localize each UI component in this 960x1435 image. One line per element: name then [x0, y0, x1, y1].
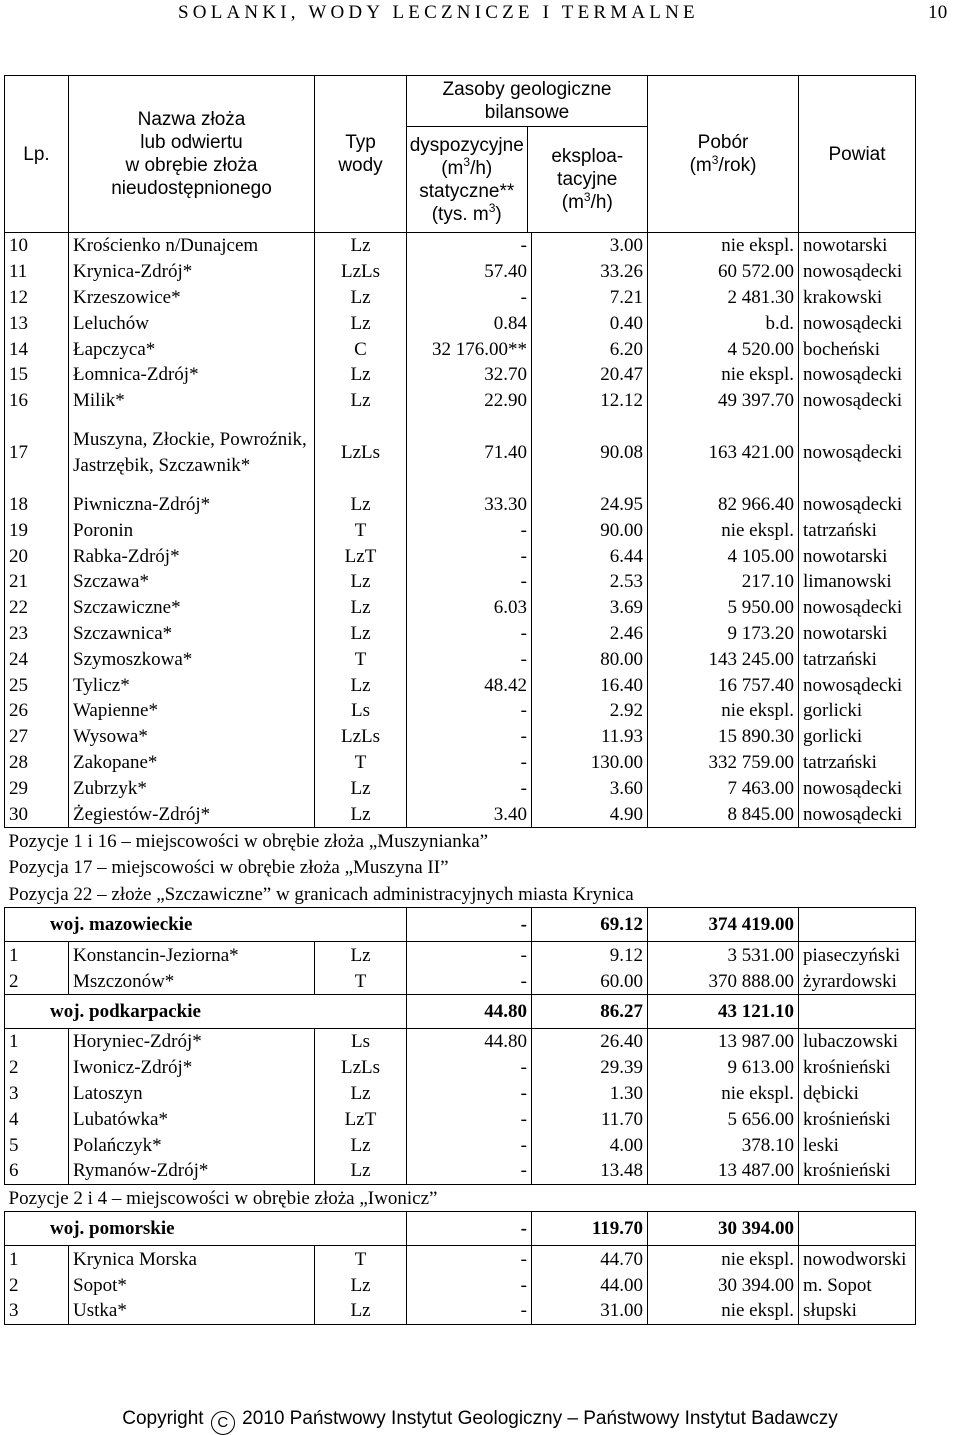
cell-powiat: nowosądecki: [799, 259, 916, 285]
cell-powiat: gorlicki: [799, 698, 916, 724]
cell-pobor: 2 481.30: [648, 285, 799, 311]
cell-type: T: [315, 1246, 407, 1272]
table-row: [5, 724, 916, 750]
table-row: [5, 233, 916, 259]
cell-eksploatacyjne: 20.47: [532, 362, 648, 388]
cell-name: Sopot*: [69, 1272, 315, 1298]
table-row: [5, 621, 916, 647]
cell-eksploatacyjne: 1.30: [532, 1081, 648, 1107]
cell-eksploatacyjne: 44.00: [532, 1272, 648, 1298]
cell-name: Zakopane*: [69, 750, 315, 776]
cell-eksploatacyjne: 4.90: [532, 801, 648, 827]
cell-dyspozycyjne: -: [407, 1272, 532, 1298]
voivodeship-name: woj. pomorskie: [5, 1212, 407, 1246]
cell-type: Lz: [315, 362, 407, 388]
copyright-icon: C: [211, 1411, 235, 1435]
table-row: [5, 310, 916, 336]
cell-dyspozycyjne: -: [407, 621, 532, 647]
cell-eksploatacyjne: 33.26: [532, 259, 648, 285]
voivodeship-powiat: [799, 1212, 916, 1246]
cell-powiat: nowosądecki: [799, 362, 916, 388]
cell-type: Lz: [315, 1298, 407, 1324]
cell-name: Tylicz*: [69, 672, 315, 698]
cell-lp: 2: [5, 1055, 69, 1081]
table-row: [5, 595, 916, 621]
cell-powiat: leski: [799, 1132, 916, 1158]
voivodeship-pobor: 374 419.00: [648, 908, 799, 942]
cell-lp: 13: [5, 310, 69, 336]
cell-powiat: gorlicki: [799, 724, 916, 750]
cell-type: LzLs: [315, 1055, 407, 1081]
cell-name: Zubrzyk*: [69, 775, 315, 801]
cell-name: Muszyna, Złockie, Powroźnik, Jastrzębik, Szczawnik*: [69, 414, 315, 492]
cell-dyspozycyjne: 57.40: [407, 259, 532, 285]
cell-name: Żegiestów-Zdrój*: [69, 801, 315, 827]
cell-lp: 24: [5, 646, 69, 672]
cell-lp: 21: [5, 569, 69, 595]
cell-eksploatacyjne: 11.93: [532, 724, 648, 750]
voivodeship-dyspozycyjne: 44.80: [407, 995, 532, 1029]
note-text: Pozycja 22 – złoże „Szczawiczne” w granicach administracyjnych miasta Krynica: [8, 883, 634, 905]
cell-eksploatacyjne: 7.21: [532, 285, 648, 311]
voivodeship-row: [5, 1212, 916, 1246]
cell-lp: 29: [5, 775, 69, 801]
table-row: [5, 414, 916, 492]
cell-powiat: dębicki: [799, 1081, 916, 1107]
cell-dyspozycyjne: -: [407, 1246, 532, 1272]
cell-type: LzT: [315, 543, 407, 569]
cell-dyspozycyjne: -: [407, 698, 532, 724]
voivodeship-eksploatacyjne: 86.27: [532, 995, 648, 1029]
copyright-footer: Copyright C 2010 Państwowy Instytut Geologiczny – Państwowy Instytut Badawczy: [0, 1408, 960, 1435]
cell-name: Szczawnica*: [69, 621, 315, 647]
note-row: [5, 881, 916, 908]
cell-pobor: nie ekspl.: [648, 233, 799, 259]
cell-dyspozycyjne: -: [407, 1132, 532, 1158]
cell-lp: 23: [5, 621, 69, 647]
cell-type: Lz: [315, 388, 407, 414]
cell-lp: 1: [5, 1246, 69, 1272]
cell-name: Krynica Morska: [69, 1246, 315, 1272]
cell-pobor: 3 531.00: [648, 942, 799, 968]
cell-pobor: 332 759.00: [648, 750, 799, 776]
voivodeship-pobor: 43 121.10: [648, 995, 799, 1029]
cell-pobor: 13 487.00: [648, 1158, 799, 1184]
cell-eksploatacyjne: 4.00: [532, 1132, 648, 1158]
cell-lp: 20: [5, 543, 69, 569]
cell-powiat: limanowski: [799, 569, 916, 595]
cell-pobor: 4 105.00: [648, 543, 799, 569]
table-row: [5, 672, 916, 698]
cell-lp: 25: [5, 672, 69, 698]
cell-dyspozycyjne: -: [407, 233, 532, 259]
cell-type: T: [315, 646, 407, 672]
cell-eksploatacyjne: 11.70: [532, 1106, 648, 1132]
cell-powiat: nowosądecki: [799, 595, 916, 621]
cell-name: Szczawiczne*: [69, 595, 315, 621]
cell-dyspozycyjne: -: [407, 543, 532, 569]
cell-name: Latoszyn: [69, 1081, 315, 1107]
page-title: SOLANKI, WODY LECZNICZE I TERMALNE: [178, 2, 699, 23]
cell-pobor: 16 757.40: [648, 672, 799, 698]
cell-type: Lz: [315, 1158, 407, 1184]
cell-pobor: nie ekspl.: [648, 517, 799, 543]
cell-type: Lz: [315, 233, 407, 259]
cell-pobor: nie ekspl.: [648, 1246, 799, 1272]
page-header: [0, 0, 960, 28]
cell-name: Krzeszowice*: [69, 285, 315, 311]
voivodeship-eksploatacyjne: 119.70: [532, 1212, 648, 1246]
table-row: [5, 1246, 916, 1272]
cell-dyspozycyjne: -: [407, 942, 532, 968]
cell-powiat: nowosądecki: [799, 801, 916, 827]
cell-lp: 17: [5, 414, 69, 492]
cell-dyspozycyjne: -: [407, 646, 532, 672]
cell-dyspozycyjne: 6.03: [407, 595, 532, 621]
cell-dyspozycyjne: 3.40: [407, 801, 532, 827]
table-row: [5, 259, 916, 285]
cell-type: LzLs: [315, 724, 407, 750]
cell-eksploatacyjne: 44.70: [532, 1246, 648, 1272]
cell-eksploatacyjne: 31.00: [532, 1298, 648, 1324]
cell-lp: 10: [5, 233, 69, 259]
note-row: [5, 827, 916, 854]
header-pobor: Pobór (m3/rok): [648, 76, 799, 233]
cell-dyspozycyjne: 44.80: [407, 1029, 532, 1055]
cell-type: LzLs: [315, 414, 407, 492]
table-row: [5, 1158, 916, 1184]
cell-name: Ustka*: [69, 1298, 315, 1324]
cell-powiat: żyrardowski: [799, 968, 916, 994]
cell-dyspozycyjne: -: [407, 517, 532, 543]
cell-eksploatacyjne: 13.48: [532, 1158, 648, 1184]
cell-name: Leluchów: [69, 310, 315, 336]
note-row: [5, 854, 916, 881]
header-dyspozycyjne: dyspozycyjne (m3/h) statyczne** (tys. m3): [407, 127, 528, 232]
table-row: [5, 698, 916, 724]
cell-type: LzT: [315, 1106, 407, 1132]
table-row: [5, 1029, 916, 1055]
cell-eksploatacyjne: 6.20: [532, 336, 648, 362]
cell-name: Poronin: [69, 517, 315, 543]
cell-dyspozycyjne: 33.30: [407, 492, 532, 518]
cell-powiat: nowotarski: [799, 621, 916, 647]
cell-lp: 18: [5, 492, 69, 518]
table-row: [5, 285, 916, 311]
cell-type: Lz: [315, 801, 407, 827]
cell-name: Iwonicz-Zdrój*: [69, 1055, 315, 1081]
cell-name: Milik*: [69, 388, 315, 414]
voivodeship-row: [5, 908, 916, 942]
cell-type: LzLs: [315, 259, 407, 285]
cell-eksploatacyjne: 16.40: [532, 672, 648, 698]
cell-powiat: krośnieński: [799, 1055, 916, 1081]
cell-lp: 15: [5, 362, 69, 388]
note-text: Pozycje 1 i 16 – miejscowości w obrębie złoża „Muszynianka”: [8, 830, 489, 852]
cell-eksploatacyjne: 60.00: [532, 968, 648, 994]
table-row: [5, 775, 916, 801]
cell-type: Ls: [315, 1029, 407, 1055]
cell-eksploatacyjne: 29.39: [532, 1055, 648, 1081]
cell-type: Lz: [315, 595, 407, 621]
cell-eksploatacyjne: 3.60: [532, 775, 648, 801]
cell-powiat: nowosądecki: [799, 775, 916, 801]
cell-pobor: 9 173.20: [648, 621, 799, 647]
cell-powiat: nowosądecki: [799, 310, 916, 336]
table-row: [5, 1055, 916, 1081]
cell-eksploatacyjne: 2.92: [532, 698, 648, 724]
cell-eksploatacyjne: 90.08: [532, 414, 648, 492]
cell-eksploatacyjne: 2.53: [532, 569, 648, 595]
cell-dyspozycyjne: -: [407, 750, 532, 776]
cell-lp: 16: [5, 388, 69, 414]
cell-eksploatacyjne: 0.40: [532, 310, 648, 336]
cell-pobor: 5 950.00: [648, 595, 799, 621]
voivodeship-powiat: [799, 908, 916, 942]
page-number: 10: [928, 2, 948, 23]
cell-powiat: nowotarski: [799, 543, 916, 569]
cell-type: Ls: [315, 698, 407, 724]
cell-eksploatacyjne: 80.00: [532, 646, 648, 672]
cell-name: Szymoszkowa*: [69, 646, 315, 672]
cell-name: Krynica-Zdrój*: [69, 259, 315, 285]
cell-name: Łapczyca*: [69, 336, 315, 362]
cell-pobor: 5 656.00: [648, 1106, 799, 1132]
cell-lp: 19: [5, 517, 69, 543]
note-row: [5, 1184, 916, 1212]
note-text: Pozycja 17 – miejscowości w obrębie złoża „Muszyna II”: [8, 857, 449, 879]
table-row: [5, 517, 916, 543]
cell-dyspozycyjne: -: [407, 1055, 532, 1081]
cell-powiat: nowosądecki: [799, 388, 916, 414]
cell-type: Lz: [315, 672, 407, 698]
cell-powiat: krośnieński: [799, 1158, 916, 1184]
cell-type: C: [315, 336, 407, 362]
header-powiat: Powiat: [799, 76, 916, 233]
cell-lp: 2: [5, 1272, 69, 1298]
voivodeship-dyspozycyjne: -: [407, 908, 532, 942]
cell-lp: 1: [5, 942, 69, 968]
cell-powiat: krakowski: [799, 285, 916, 311]
cell-pobor: 60 572.00: [648, 259, 799, 285]
cell-lp: 2: [5, 968, 69, 994]
cell-dyspozycyjne: -: [407, 724, 532, 750]
cell-type: Lz: [315, 1081, 407, 1107]
cell-pobor: b.d.: [648, 310, 799, 336]
table-row: [5, 1298, 916, 1324]
cell-pobor: nie ekspl.: [648, 698, 799, 724]
cell-type: Lz: [315, 942, 407, 968]
table-header-row: [5, 76, 916, 233]
header-name: Nazwa złoża lub odwiertu w obrębie złoża nieudostępnionego: [69, 76, 315, 233]
cell-type: T: [315, 750, 407, 776]
table-row: [5, 543, 916, 569]
cell-pobor: nie ekspl.: [648, 1298, 799, 1324]
cell-dyspozycyjne: -: [407, 1298, 532, 1324]
cell-eksploatacyjne: 130.00: [532, 750, 648, 776]
cell-type: Lz: [315, 621, 407, 647]
cell-lp: 3: [5, 1298, 69, 1324]
cell-pobor: 9 613.00: [648, 1055, 799, 1081]
cell-powiat: bocheński: [799, 336, 916, 362]
cell-pobor: nie ekspl.: [648, 1081, 799, 1107]
cell-name: Lubatówka*: [69, 1106, 315, 1132]
cell-powiat: nowosądecki: [799, 414, 916, 492]
cell-pobor: 30 394.00: [648, 1272, 799, 1298]
voivodeship-powiat: [799, 995, 916, 1029]
cell-eksploatacyjne: 24.95: [532, 492, 648, 518]
cell-lp: 28: [5, 750, 69, 776]
table-row: [5, 942, 916, 968]
cell-eksploatacyjne: 12.12: [532, 388, 648, 414]
cell-pobor: 8 845.00: [648, 801, 799, 827]
cell-powiat: tatrzański: [799, 517, 916, 543]
cell-lp: 3: [5, 1081, 69, 1107]
cell-eksploatacyjne: 90.00: [532, 517, 648, 543]
cell-dyspozycyjne: 22.90: [407, 388, 532, 414]
deposits-table: [4, 75, 916, 1325]
cell-name: Wysowa*: [69, 724, 315, 750]
cell-type: T: [315, 517, 407, 543]
cell-dyspozycyjne: 71.40: [407, 414, 532, 492]
voivodeship-name: woj. mazowieckie: [5, 908, 407, 942]
cell-name: Krościenko n/Dunajcem: [69, 233, 315, 259]
table-row: [5, 1081, 916, 1107]
cell-dyspozycyjne: -: [407, 968, 532, 994]
cell-name: Mszczonów*: [69, 968, 315, 994]
cell-powiat: tatrzański: [799, 750, 916, 776]
cell-dyspozycyjne: 0.84: [407, 310, 532, 336]
cell-powiat: nowosądecki: [799, 492, 916, 518]
table-row: [5, 388, 916, 414]
table-row: [5, 492, 916, 518]
cell-powiat: nowodworski: [799, 1246, 916, 1272]
cell-type: T: [315, 968, 407, 994]
cell-powiat: lubaczowski: [799, 1029, 916, 1055]
cell-lp: 5: [5, 1132, 69, 1158]
cell-type: Lz: [315, 285, 407, 311]
cell-lp: 30: [5, 801, 69, 827]
cell-pobor: 217.10: [648, 569, 799, 595]
cell-dyspozycyjne: -: [407, 285, 532, 311]
cell-pobor: nie ekspl.: [648, 362, 799, 388]
table-row: [5, 801, 916, 827]
header-lp: Lp.: [5, 76, 69, 233]
cell-pobor: 7 463.00: [648, 775, 799, 801]
cell-lp: 4: [5, 1106, 69, 1132]
table-row: [5, 750, 916, 776]
cell-name: Piwniczna-Zdrój*: [69, 492, 315, 518]
cell-lp: 22: [5, 595, 69, 621]
cell-dyspozycyjne: -: [407, 775, 532, 801]
cell-eksploatacyjne: 2.46: [532, 621, 648, 647]
voivodeship-name: woj. podkarpackie: [5, 995, 407, 1029]
cell-powiat: tatrzański: [799, 646, 916, 672]
cell-lp: 14: [5, 336, 69, 362]
cell-lp: 27: [5, 724, 69, 750]
header-eksploatacyjne: eksploa- tacyjne (m3/h): [551, 146, 624, 213]
cell-powiat: piaseczyński: [799, 942, 916, 968]
cell-dyspozycyjne: 32.70: [407, 362, 532, 388]
cell-lp: 26: [5, 698, 69, 724]
cell-name: Polańczyk*: [69, 1132, 315, 1158]
table-row: [5, 1132, 916, 1158]
voivodeship-dyspozycyjne: -: [407, 1212, 532, 1246]
cell-dyspozycyjne: 32 176.00**: [407, 336, 532, 362]
cell-pobor: 370 888.00: [648, 968, 799, 994]
cell-eksploatacyjne: 3.00: [532, 233, 648, 259]
cell-pobor: 163 421.00: [648, 414, 799, 492]
cell-type: Lz: [315, 310, 407, 336]
table-row: [5, 336, 916, 362]
cell-dyspozycyjne: -: [407, 569, 532, 595]
cell-lp: 6: [5, 1158, 69, 1184]
cell-eksploatacyjne: 6.44: [532, 543, 648, 569]
cell-lp: 1: [5, 1029, 69, 1055]
cell-type: Lz: [315, 775, 407, 801]
header-typ: Typ wody: [315, 76, 407, 233]
voivodeship-pobor: 30 394.00: [648, 1212, 799, 1246]
table-row: [5, 968, 916, 994]
header-zasoby: Zasoby geologiczne bilansowe dyspozycyjne (m3/h) statyczne** (tys. m3) eksploa- tacyjne (m3/h): [407, 76, 648, 233]
cell-powiat: słupski: [799, 1298, 916, 1324]
cell-type: Lz: [315, 1132, 407, 1158]
cell-dyspozycyjne: -: [407, 1106, 532, 1132]
cell-pobor: 4 520.00: [648, 336, 799, 362]
cell-eksploatacyjne: 3.69: [532, 595, 648, 621]
cell-pobor: 82 966.40: [648, 492, 799, 518]
cell-pobor: 143 245.00: [648, 646, 799, 672]
cell-eksploatacyjne: 9.12: [532, 942, 648, 968]
cell-dyspozycyjne: -: [407, 1158, 532, 1184]
cell-lp: 11: [5, 259, 69, 285]
cell-type: Lz: [315, 1272, 407, 1298]
cell-name: Łomnica-Zdrój*: [69, 362, 315, 388]
table-row: [5, 1106, 916, 1132]
table-row: [5, 1272, 916, 1298]
cell-type: Lz: [315, 492, 407, 518]
cell-pobor: 15 890.30: [648, 724, 799, 750]
cell-powiat: krośnieński: [799, 1106, 916, 1132]
table-row: [5, 646, 916, 672]
cell-name: Wapienne*: [69, 698, 315, 724]
cell-eksploatacyjne: 26.40: [532, 1029, 648, 1055]
cell-dyspozycyjne: -: [407, 1081, 532, 1107]
cell-name: Rymanów-Zdrój*: [69, 1158, 315, 1184]
cell-powiat: m. Sopot: [799, 1272, 916, 1298]
cell-powiat: nowotarski: [799, 233, 916, 259]
table-row: [5, 569, 916, 595]
cell-pobor: 13 987.00: [648, 1029, 799, 1055]
cell-name: Rabka-Zdrój*: [69, 543, 315, 569]
voivodeship-row: [5, 995, 916, 1029]
cell-pobor: 49 397.70: [648, 388, 799, 414]
cell-name: Szczawa*: [69, 569, 315, 595]
cell-name: Konstancin-Jeziorna*: [69, 942, 315, 968]
cell-dyspozycyjne: 48.42: [407, 672, 532, 698]
voivodeship-eksploatacyjne: 69.12: [532, 908, 648, 942]
cell-pobor: 378.10: [648, 1132, 799, 1158]
cell-powiat: nowosądecki: [799, 672, 916, 698]
cell-name: Horyniec-Zdrój*: [69, 1029, 315, 1055]
note-text: Pozycje 2 i 4 – miejscowości w obrębie złoża „Iwonicz”: [5, 1184, 916, 1212]
cell-type: Lz: [315, 569, 407, 595]
table-row: [5, 362, 916, 388]
cell-lp: 12: [5, 285, 69, 311]
